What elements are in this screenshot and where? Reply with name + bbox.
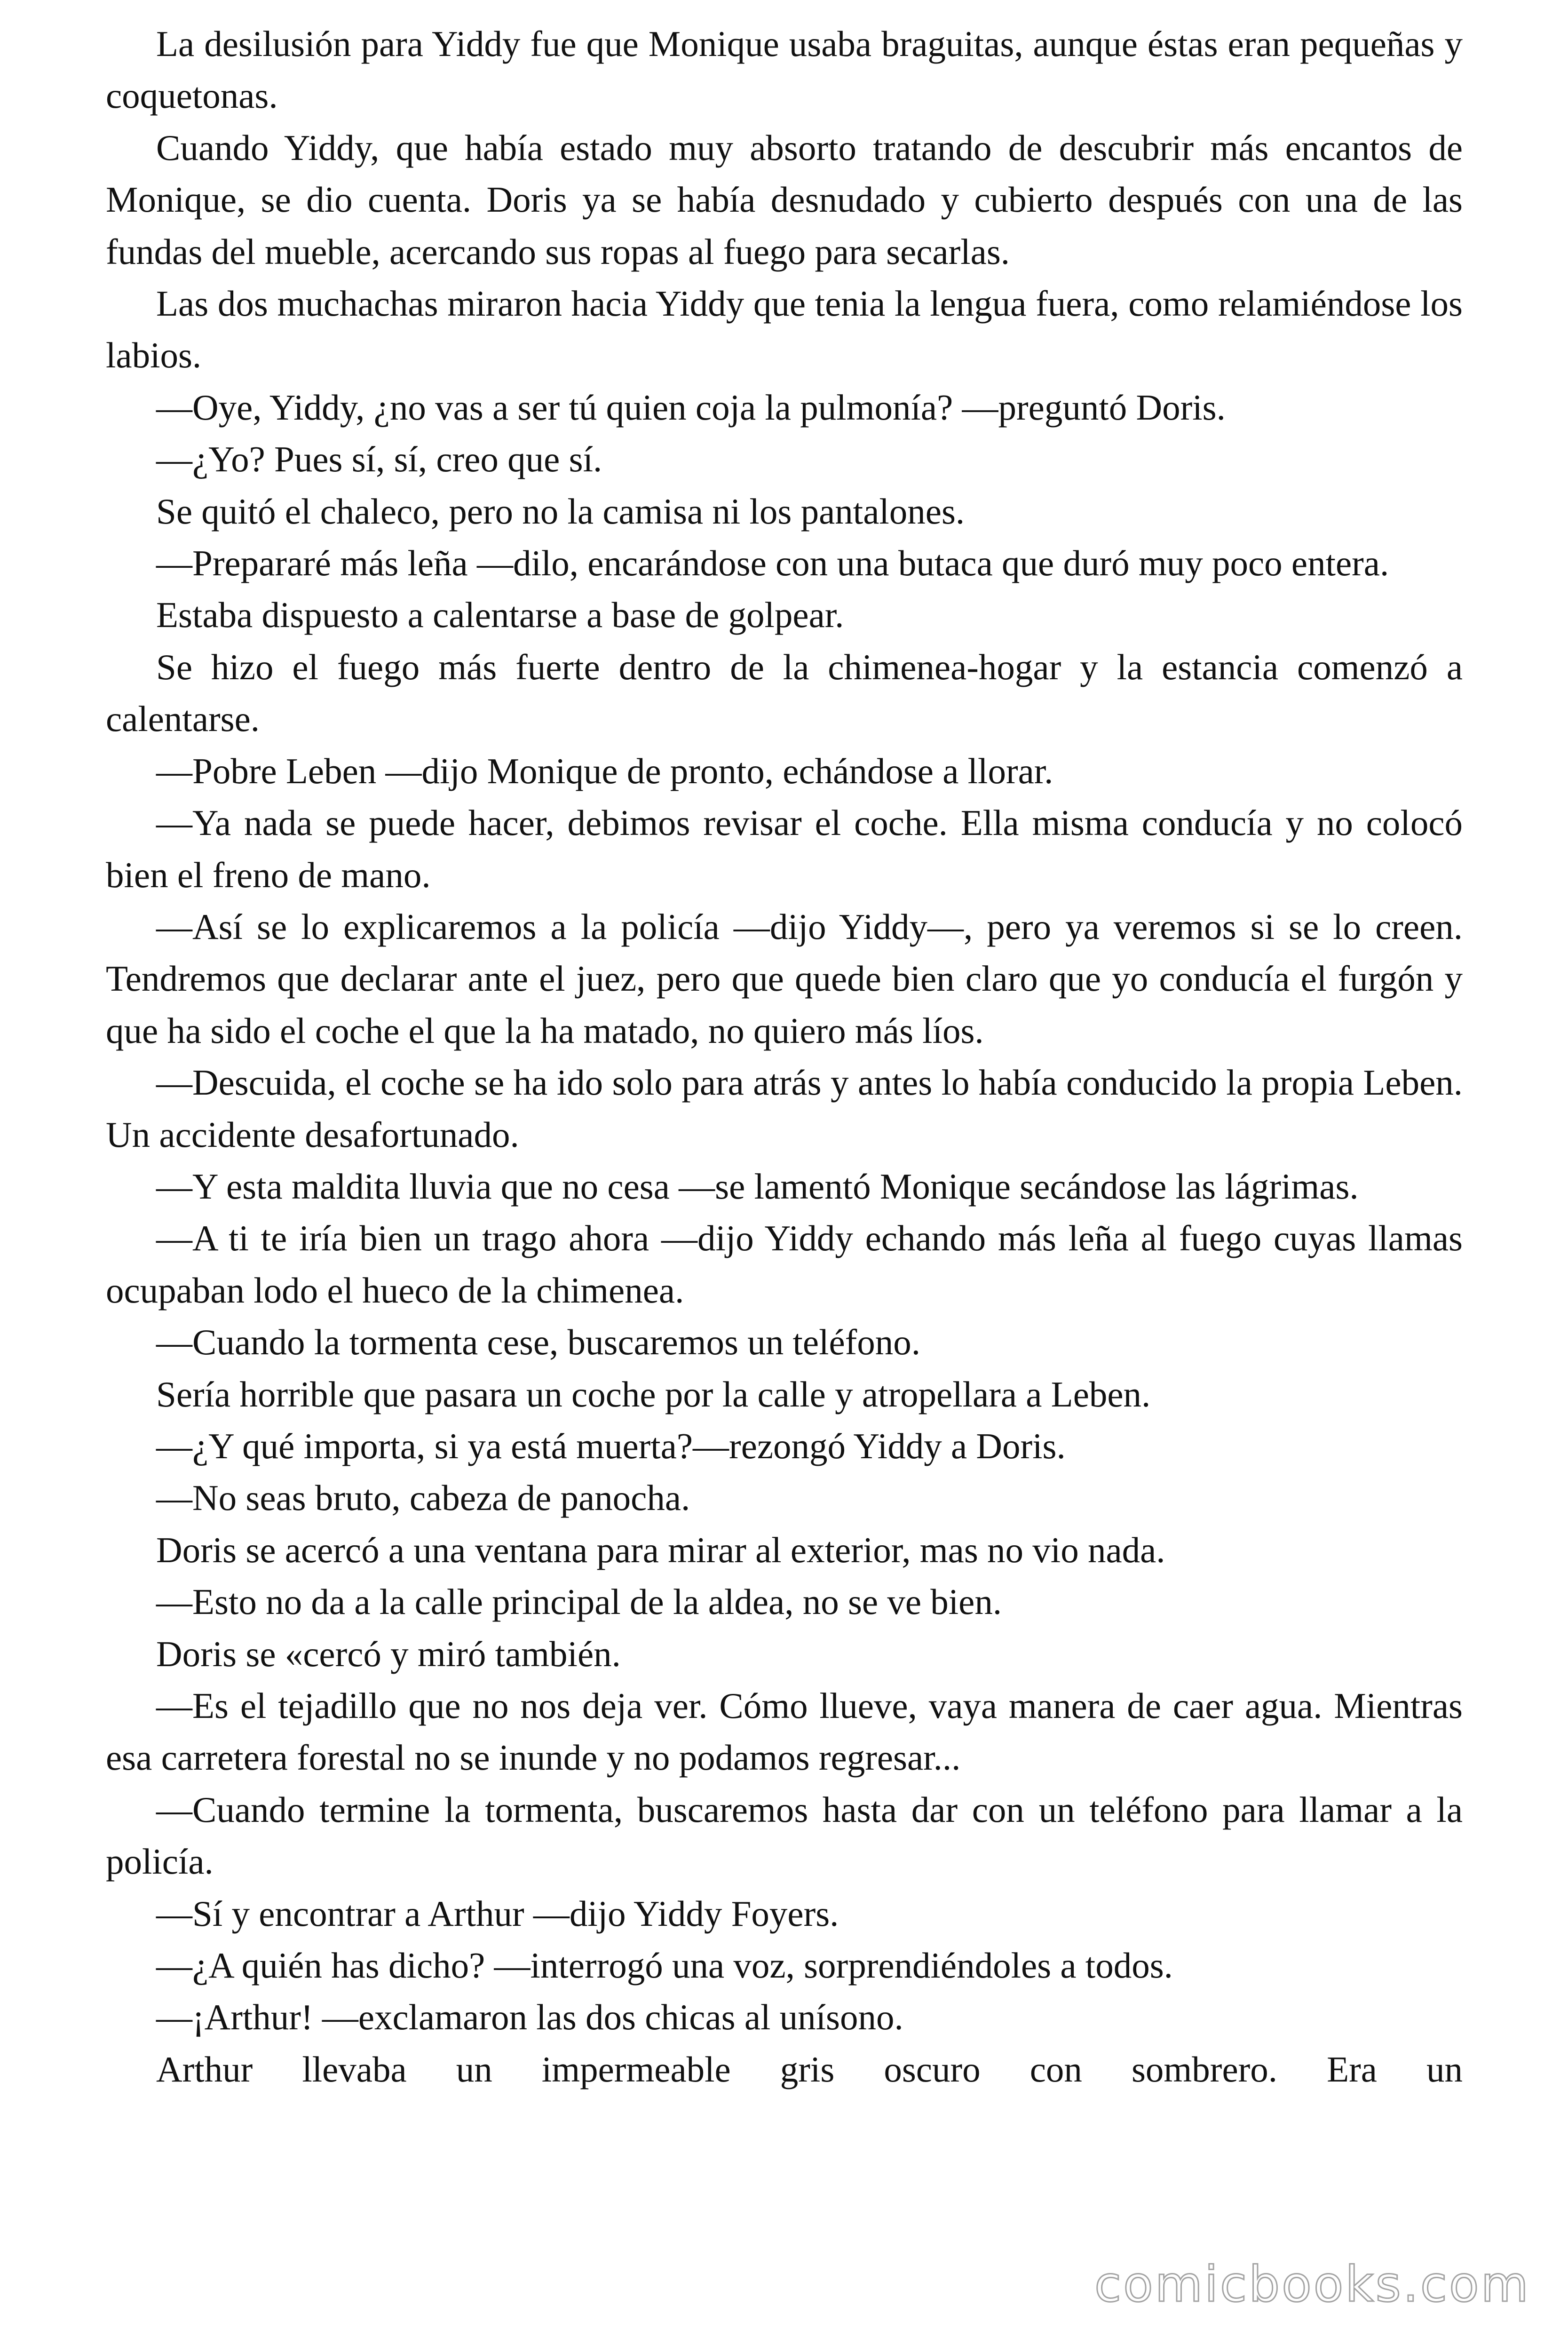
- paragraph: —¿Yo? Pues sí, sí, creo que sí.: [156, 439, 602, 480]
- paragraph: —Cuando la tormenta cese, buscaremos un teléfono.: [156, 1322, 921, 1363]
- paragraph: —¿A quién has dicho? —interrogó una voz, sorprendiéndoles a todos.: [156, 1945, 1173, 1986]
- paragraph: —Descuida, el coche se ha ido solo para atrás y antes lo había conducido la propia Leben. Un accidente desafortunado.: [106, 1062, 1463, 1155]
- paragraph: —No seas bruto, cabeza de panocha.: [156, 1478, 690, 1518]
- paragraph: —Pobre Leben —dijo Monique de pronto, echándose a llorar.: [156, 750, 1053, 791]
- paragraph: —Así se lo explicaremos a la policía —dijo Yiddy—, pero ya veremos si se lo creen. Tendremos que declarar ante el juez, pero que quede bien claro que yo conducía el furgón y que ha sido el coche el que la ha matado, no quiero más líos.: [106, 906, 1463, 1051]
- paragraph: —Sí y encontrar a Arthur —dijo Yiddy Foyers.: [156, 1893, 839, 1934]
- paragraph: —Y esta maldita lluvia que no cesa —se lamentó Monique secándose las lágrimas.: [156, 1166, 1359, 1207]
- paragraph: Sería horrible que pasara un coche por la calle y atropellara a Leben.: [156, 1374, 1151, 1414]
- paragraph: —Esto no da a la calle principal de la aldea, no se ve bien.: [156, 1581, 1002, 1622]
- paragraph-continued: Arthur llevaba un impermeable gris oscuro con sombrero. Era un: [156, 2049, 1463, 2090]
- paragraph: La desilusión para Yiddy fue que Monique usaba braguitas, aunque éstas eran pequeñas y coquetonas.: [106, 24, 1463, 116]
- paragraph: —Es el tejadillo que no nos deja ver. Cómo llueve, vaya manera de caer agua. Mientras esa carretera forestal no se inunde y no podamos regresar...: [106, 1685, 1463, 1778]
- paragraph: Se quitó el chaleco, pero no la camisa ni los pantalones.: [156, 491, 965, 532]
- paragraph: Doris se «cercó y miró también.: [156, 1633, 621, 1674]
- paragraph: —A ti te iría bien un trago ahora —dijo Yiddy echando más leña al fuego cuyas llamas ocupaban lodo el hueco de la chimenea.: [106, 1218, 1463, 1311]
- paragraph: —¿Y qué importa, si ya está muerta?—rezongó Yiddy a Doris.: [156, 1425, 1066, 1466]
- paragraph: Doris se acercó a una ventana para mirar al exterior, mas no vio nada.: [156, 1529, 1165, 1570]
- paragraph: —Oye, Yiddy, ¿no vas a ser tú quien coja la pulmonía? —preguntó Doris.: [156, 387, 1226, 428]
- paragraph: Se hizo el fuego más fuerte dentro de la chimenea-hogar y la estancia comenzó a calentarse.: [106, 646, 1463, 739]
- paragraph: —Cuando termine la tormenta, buscaremos hasta dar con un teléfono para llamar a la policía.: [106, 1789, 1463, 1882]
- paragraph: —¡Arthur! —exclamaron las dos chicas al unísono.: [156, 1997, 903, 2038]
- paragraph: —Prepararé más leña —dilo, encarándose con una butaca que duró muy poco entera.: [156, 543, 1389, 584]
- paragraph: Estaba dispuesto a calentarse a base de golpear.: [156, 595, 844, 636]
- paragraph: —Ya nada se puede hacer, debimos revisar el coche. Ella misma conducía y no colocó bien el freno de mano.: [106, 803, 1463, 895]
- watermark-logo: comicbooks.com: [1094, 2256, 1530, 2313]
- paragraph: Las dos muchachas miraron hacia Yiddy que tenia la lengua fuera, como relamiéndose los labios.: [106, 283, 1463, 376]
- book-page: [106, 18, 1463, 2095]
- paragraph: Cuando Yiddy, que había estado muy absorto tratando de descubrir más encantos de Monique, se dio cuenta. Doris ya se había desnudado y cubierto después con una de las fundas del mueble, acercando sus ropas al fuego para secarlas.: [106, 127, 1463, 272]
